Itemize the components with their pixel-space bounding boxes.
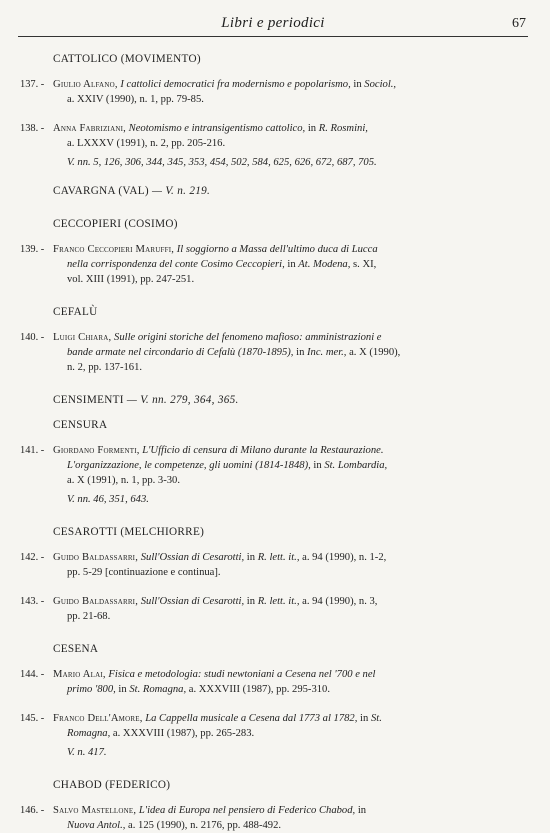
entry-in: in <box>118 684 127 695</box>
entry-author: Franco Ceccopieri Maruffi, <box>53 244 175 255</box>
entry-details: s. XI, <box>353 259 377 270</box>
page-number: 67 <box>512 16 526 31</box>
entry-journal: R. lett. it., <box>257 552 300 563</box>
entry-in: in <box>246 552 256 563</box>
entry-number: 139. - <box>20 244 45 255</box>
entry-title: I cattolici democratici fra modernismo e popolarismo, <box>120 79 351 90</box>
entry-details: a. 94 (1990), n. 3, <box>302 596 378 607</box>
entry-138 <box>20 121 520 170</box>
entry-number: 141. - <box>20 445 45 456</box>
entry-journal-continued: Romagna, <box>67 728 111 739</box>
section-heading: CENSURA <box>53 419 108 431</box>
section-heading: CESAROTTI (MELCHIORRE) <box>53 526 205 538</box>
entry-142 <box>20 550 520 580</box>
entry-143 <box>20 594 520 624</box>
cross-reference: V. nn. 5, 126, 306, 344, 345, 353, 454, 502, 584, 625, 626, 672, 687, 705. <box>67 157 377 168</box>
heading-cross-reference: — V. n. 219. <box>152 185 211 197</box>
entry-in: in <box>287 259 296 270</box>
page-header <box>18 14 528 37</box>
entry-145 <box>20 711 520 760</box>
section-heading: CATTOLICO (MOVIMENTO) <box>53 53 201 65</box>
entry-author: Luigi Chiara, <box>53 332 112 343</box>
entry-in: in <box>313 460 322 471</box>
entry-number: 142. - <box>20 552 45 563</box>
entry-author: Guido Baldassarri, <box>53 552 139 563</box>
bibliography-list <box>20 52 520 833</box>
heading-name: CAVARGNA (VAL) <box>53 185 149 197</box>
section-heading: CESENA <box>53 643 99 655</box>
section-heading: CECCOPIERI (COSIMO) <box>53 218 178 230</box>
entry-journal: Nuova Antol., <box>67 820 126 831</box>
entry-title: L'Ufficio di censura di Milano durante la Restaurazione. <box>142 445 384 456</box>
entry-title-continued: L'organizzazione, le competenze, gli uomini (1814-1848), <box>67 460 311 471</box>
entry-journal: Inc. mer., <box>307 347 347 358</box>
entry-title: Sull'Ossian di Cesarotti, <box>140 596 245 607</box>
entry-title: Sull'Ossian di Cesarotti, <box>140 552 245 563</box>
entry-author: Franco Dell'Amore, <box>53 713 143 724</box>
heading-cross-reference: — V. nn. 279, 364, 365. <box>126 394 239 406</box>
section-heading: CEFALÙ <box>53 306 98 318</box>
entry-in: in <box>360 713 369 724</box>
section-heading <box>20 184 520 199</box>
entry-details: a. XXXVIII (1987), pp. 265-283. <box>112 728 255 739</box>
entry-author: Guido Baldassarri, <box>53 596 139 607</box>
entry-details-continued: pp. 5-29 [continuazione e continua]. <box>67 567 221 578</box>
entry-author: Mario Alai, <box>53 669 106 680</box>
entry-number: 140. - <box>20 332 45 343</box>
running-title: Libri e periodici <box>221 15 325 31</box>
entry-title-continued: bande armate nel circondario di Cefalù (1870-1895), <box>67 347 294 358</box>
entry-number: 144. - <box>20 669 45 680</box>
entry-title: Neotomismo e intransigentismo cattolico, <box>128 123 306 134</box>
entry-number: 138. - <box>20 123 45 134</box>
entry-141 <box>20 443 520 507</box>
entry-details: a. X (1990), <box>349 347 401 358</box>
entry-details-continued: vol. XIII (1991), pp. 247-251. <box>67 274 195 285</box>
section-heading <box>20 393 520 408</box>
entry-title: L'idea di Europa nel pensiero di Federico Chabod, <box>138 805 356 816</box>
entry-details: a. LXXXV (1991), n. 2, pp. 205-216. <box>67 138 226 149</box>
entry-146 <box>20 803 520 833</box>
entry-journal: At. Modena, <box>298 259 351 270</box>
entry-journal: R. lett. it., <box>257 596 300 607</box>
entry-details: a. XXXVIII (1987), pp. 295-310. <box>188 684 331 695</box>
section-heading: CHABOD (FEDERICO) <box>53 779 171 791</box>
entry-details-continued: pp. 21-68. <box>67 611 111 622</box>
entry-140 <box>20 330 520 375</box>
entry-title: Il soggiorno a Massa dell'ultimo duca di Lucca <box>176 244 378 255</box>
entry-details: a. 94 (1990), n. 1-2, <box>302 552 387 563</box>
entry-journal: R. Rosmini, <box>318 123 368 134</box>
entry-number: 146. - <box>20 805 45 816</box>
entry-author: Anna Fabriziani, <box>53 123 126 134</box>
entry-details: a. X (1991), n. 1, pp. 3-30. <box>67 475 180 486</box>
entry-title: Sulle origini storiche del fenomeno mafioso: amministrazioni e <box>114 332 382 343</box>
entry-number: 137. - <box>20 79 45 90</box>
cross-reference: V. nn. 46, 351, 643. <box>67 494 149 505</box>
entry-journal: St. <box>370 713 382 724</box>
entry-details-continued: n. 2, pp. 137-161. <box>67 362 143 373</box>
entry-in: in <box>353 79 362 90</box>
entry-in: in <box>246 596 256 607</box>
entry-144 <box>20 667 520 697</box>
entry-in: in <box>357 805 367 816</box>
entry-139 <box>20 242 520 287</box>
entry-title-continued: nella corrispondenza del conte Cosimo Ceccopieri, <box>67 259 285 270</box>
entry-in: in <box>307 123 317 134</box>
entry-author: Salvo Mastellone, <box>53 805 137 816</box>
entry-number: 145. - <box>20 713 45 724</box>
entry-title: Fisica e metodologia: studi newtoniani a Cesena nel '700 e nel <box>108 669 376 680</box>
cross-reference: V. n. 417. <box>67 747 107 758</box>
entry-author: Giulio Alfano, <box>53 79 118 90</box>
entry-number: 143. - <box>20 596 45 607</box>
entry-journal: Sociol., <box>364 79 397 90</box>
entry-details: a. 125 (1990), n. 2176, pp. 488-492. <box>128 820 282 831</box>
entry-title-continued: primo '800, <box>67 684 116 695</box>
entry-137 <box>20 77 520 107</box>
entry-details: a. XXIV (1990), n. 1, pp. 79-85. <box>67 94 204 105</box>
entry-title: La Cappella musicale a Cesena dal 1773 al 1782, <box>145 713 358 724</box>
entry-journal: St. Lombardia, <box>324 460 388 471</box>
entry-journal: St. Romagna, <box>129 684 187 695</box>
heading-name: CENSIMENTI <box>53 394 124 406</box>
entry-author: Giordano Formenti, <box>53 445 140 456</box>
entry-in: in <box>296 347 305 358</box>
